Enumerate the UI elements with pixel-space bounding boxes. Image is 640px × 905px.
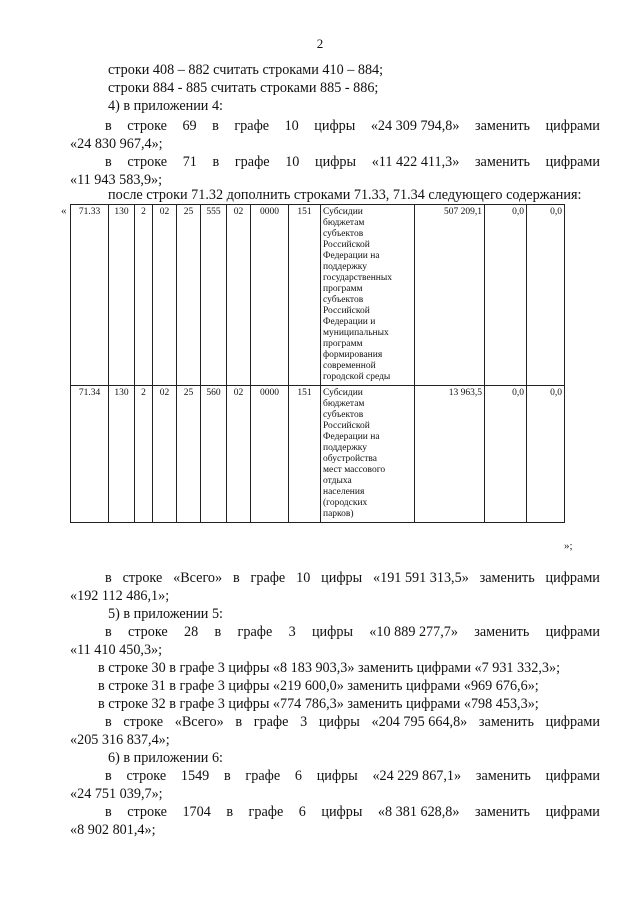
word: цифрами xyxy=(545,624,600,640)
word: 1704 xyxy=(182,804,211,820)
table-cell-value: 0,0 xyxy=(485,205,527,386)
word: 10 xyxy=(285,154,300,170)
word: в xyxy=(232,570,240,586)
word: «191 591 313,5» xyxy=(373,570,469,586)
justified-line xyxy=(105,118,600,135)
word: строке xyxy=(127,804,167,820)
text-line: строки 408 – 882 считать строками 410 – 884; xyxy=(108,62,384,78)
word: строке xyxy=(123,714,164,730)
table-cell: 71.33 xyxy=(71,205,109,386)
word: в xyxy=(212,154,220,170)
word: цифры xyxy=(321,804,363,820)
name-line: бюджетам xyxy=(323,399,365,409)
name-line: Федерации и xyxy=(323,317,376,327)
text-line: «24 751 039,7»; xyxy=(70,786,163,802)
table-cell: 130 xyxy=(109,205,135,386)
word: в xyxy=(105,768,112,784)
opening-quote: « xyxy=(61,205,67,217)
table-cell-value: 0,0 xyxy=(527,386,565,523)
word: заменить xyxy=(475,768,531,784)
table-cell: 560 xyxy=(201,386,227,523)
text-line: «192 112 486,1»; xyxy=(70,588,170,604)
word: в xyxy=(105,804,112,820)
word: строке xyxy=(126,768,167,784)
word: 10 xyxy=(284,118,299,134)
word: 6 xyxy=(298,804,306,820)
word: цифрами xyxy=(545,804,600,820)
justified-line xyxy=(105,570,600,587)
word: графе xyxy=(237,624,273,640)
word: цифрами xyxy=(545,768,600,784)
word: в xyxy=(223,768,231,784)
word: «24 229 867,1» xyxy=(372,768,462,784)
word: графе xyxy=(234,118,270,134)
word: заменить xyxy=(474,154,530,170)
word: заменить xyxy=(479,570,535,586)
name-line: поддержку xyxy=(323,262,367,272)
table-cell: 0000 xyxy=(251,386,289,523)
word: в xyxy=(226,804,234,820)
table-cell-name xyxy=(321,386,415,523)
name-line: субъектов xyxy=(323,295,364,305)
table-cell: 151 xyxy=(289,386,321,523)
text-line: «8 902 801,4»; xyxy=(70,822,156,838)
word: 28 xyxy=(184,624,199,640)
table-cell: 0000 xyxy=(251,205,289,386)
word: цифры xyxy=(315,154,357,170)
justified-line xyxy=(105,154,600,171)
table-cell-value: 13 963,5 xyxy=(415,386,485,523)
word: 3 xyxy=(300,714,308,730)
word: заменить xyxy=(474,624,530,640)
word: цифры xyxy=(321,570,363,586)
name-line: Субсидии xyxy=(323,388,363,398)
word: цифры xyxy=(311,624,353,640)
word: графе xyxy=(250,570,286,586)
word: 71 xyxy=(182,154,197,170)
word: строке xyxy=(127,118,167,134)
word: в xyxy=(235,714,243,730)
word: в xyxy=(105,624,112,640)
text-line: «24 830 967,4»; xyxy=(70,136,163,152)
table-cell: 02 xyxy=(153,386,177,523)
word: «10 889 277,7» xyxy=(369,624,458,640)
word: цифры xyxy=(318,714,360,730)
word: «24 309 794,8» xyxy=(370,118,460,134)
table-cell: 25 xyxy=(177,205,201,386)
name-line: (городских xyxy=(323,498,368,508)
page-number: 2 xyxy=(316,36,324,51)
name-line: бюджетам xyxy=(323,218,365,228)
table-cell: 151 xyxy=(289,205,321,386)
table-cell-value: 0,0 xyxy=(485,386,527,523)
name-line: отдыха xyxy=(323,476,352,486)
table-cell: 555 xyxy=(201,205,227,386)
word: графе xyxy=(234,154,270,170)
closing-quote: »; xyxy=(564,540,573,552)
word: заменить xyxy=(478,714,534,730)
table-cell: 02 xyxy=(227,386,251,523)
text-line: 6) в приложении 6: xyxy=(108,750,223,766)
table-cell: 2 xyxy=(135,386,153,523)
name-line: Российской xyxy=(323,240,370,250)
word: «8 381 628,8» xyxy=(377,804,460,820)
word: графе xyxy=(253,714,289,730)
word: 10 xyxy=(296,570,311,586)
word: «204 795 664,8» xyxy=(371,714,468,730)
word: в xyxy=(105,570,112,586)
word: цифры xyxy=(316,768,358,784)
table-cell: 71.34 xyxy=(71,386,109,523)
word: «Всего» xyxy=(173,570,223,586)
table-row xyxy=(71,386,565,523)
justified-line xyxy=(105,768,600,785)
justified-line xyxy=(105,624,600,641)
word: в xyxy=(105,118,112,134)
table-cell-value: 507 209,1 xyxy=(415,205,485,386)
word: «Всего» xyxy=(174,714,224,730)
table-row xyxy=(71,205,565,386)
text-line: строки 884 - 885 считать строками 885 - 886; xyxy=(108,80,379,96)
text-line: в строке 32 в графе 3 цифры «774 786,3» заменить цифрами «798 453,3»; xyxy=(98,696,539,712)
name-line: Российской xyxy=(323,421,370,431)
table-cell: 2 xyxy=(135,205,153,386)
name-line: населения xyxy=(323,487,365,497)
table-cell: 02 xyxy=(153,205,177,386)
name-line: субъектов xyxy=(323,229,364,239)
word: цифрами xyxy=(545,118,600,134)
justified-line xyxy=(105,714,600,731)
word: 69 xyxy=(182,118,197,134)
table-cell-value: 0,0 xyxy=(527,205,565,386)
word: строке xyxy=(128,624,168,640)
table-cell: 130 xyxy=(109,386,135,523)
name-line: мест массового xyxy=(323,465,386,475)
word: цифрами xyxy=(545,154,600,170)
table-cell: 02 xyxy=(227,205,251,386)
name-line: программ xyxy=(323,284,363,294)
name-line: парков) xyxy=(323,509,354,519)
word: 6 xyxy=(294,768,302,784)
text-line: 4) в приложении 4: xyxy=(108,98,223,114)
name-line: субъектов xyxy=(323,410,364,420)
text-line: «11 943 583,9»; xyxy=(70,172,163,188)
table-cell: 25 xyxy=(177,386,201,523)
name-line: Федерации на xyxy=(323,432,380,442)
text-line: 5) в приложении 5: xyxy=(108,606,223,622)
justified-line xyxy=(105,804,600,821)
word: цифрами xyxy=(545,714,600,730)
word: строке xyxy=(127,154,168,170)
name-line: формирования xyxy=(323,350,383,360)
name-line: городской среды xyxy=(323,372,391,382)
text-line: после строки 71.32 дополнить строками 71.33, 71.34 следующего содержания: xyxy=(108,187,582,203)
name-line: Федерации на xyxy=(323,251,380,261)
name-line: государственных xyxy=(323,273,393,283)
name-line: поддержку xyxy=(323,443,367,453)
word: в xyxy=(214,624,222,640)
word: цифры xyxy=(314,118,356,134)
word: «11 422 411,3» xyxy=(371,154,460,170)
text-line: в строке 30 в графе 3 цифры «8 183 903,3» заменить цифрами «7 931 332,3»; xyxy=(98,660,561,676)
name-line: Субсидии xyxy=(323,207,363,217)
name-line: современной xyxy=(323,361,376,371)
word: в xyxy=(105,154,112,170)
name-line: программ xyxy=(323,339,363,349)
text-line: «205 316 837,4»; xyxy=(70,732,170,748)
name-line: обустройства xyxy=(323,454,377,464)
name-line: Российской xyxy=(323,306,370,316)
word: в xyxy=(105,714,112,730)
word: 3 xyxy=(288,624,296,640)
word: графе xyxy=(245,768,281,784)
word: заменить xyxy=(475,804,531,820)
word: заменить xyxy=(475,118,531,134)
word: в xyxy=(212,118,219,134)
word: графе xyxy=(248,804,284,820)
text-line: «11 410 450,3»; xyxy=(70,642,163,658)
text-line: в строке 31 в графе 3 цифры «219 600,0» заменить цифрами «969 676,6»; xyxy=(98,678,539,694)
word: цифрами xyxy=(545,570,600,586)
word: 1549 xyxy=(180,768,210,784)
word: строке xyxy=(122,570,163,586)
table-cell-name xyxy=(321,205,415,386)
budget-table xyxy=(70,204,565,523)
name-line: муниципальных xyxy=(323,328,389,338)
